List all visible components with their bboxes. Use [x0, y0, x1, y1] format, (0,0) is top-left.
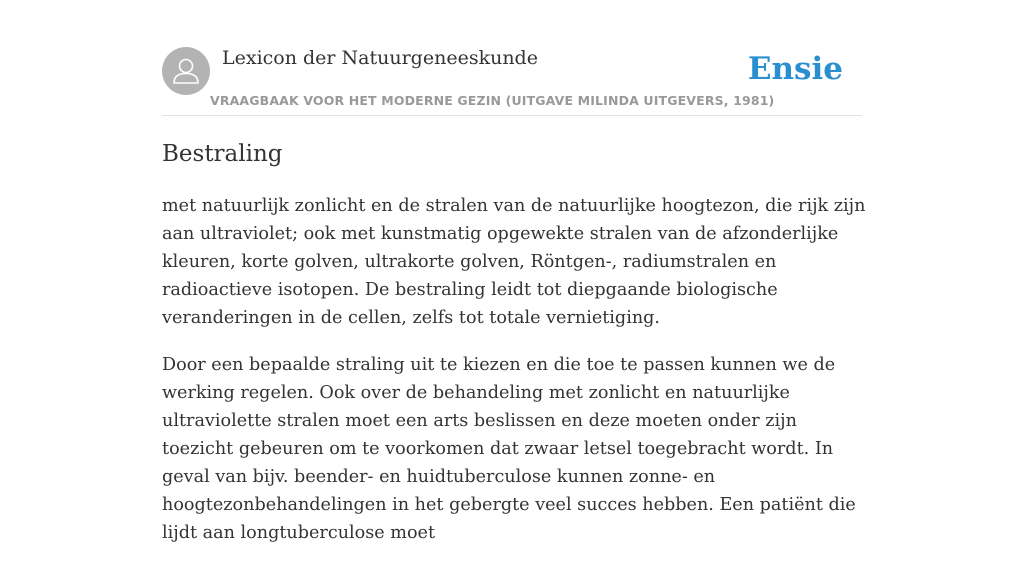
user-silhouette-icon [162, 47, 210, 95]
source-subtitle: VRAAGBAAK VOOR HET MODERNE GEZIN (UITGAVE MILINDA UITGEVERS, 1981) [210, 93, 775, 108]
entry-title: Bestraling [162, 141, 283, 167]
brand-logo[interactable]: Ensie [747, 51, 843, 87]
entry-paragraph: met natuurlijk zonlicht en de stralen van de natuurlijke hoogtezon, die rijk zijn aan ultraviolet; ook met kunstmatig opgewekte stralen van de afzonderlijke kleuren, korte golven, ultrakorte golven, Röntgen-, radiumstralen en radioactieve isotopen. De bestraling leidt tot diepgaande biologische veranderingen in de cellen, zelfs tot totale vernietiging. [162, 196, 866, 328]
avatar[interactable] [162, 47, 210, 95]
entry-body [162, 192, 867, 566]
header-divider [162, 115, 862, 116]
entry-paragraph: Door een bepaalde straling uit te kiezen en die toe te passen kunnen we de werking regelen. Ook over de behandeling met zonlicht en natuurlijke ultraviolette stralen moet een arts beslissen en deze moeten onder zijn toezicht gebeuren om te voorkomen dat zwaar letsel toegebracht wordt. In geval van bijv. beender- en huidtuberculose kunnen zonne- en hoogtezonbehandelingen in het gebergte veel succes hebben. Een patiënt die lijdt aan longtuberculose moet [162, 355, 856, 543]
source-title[interactable]: Lexicon der Natuurgeneeskunde [222, 47, 538, 69]
